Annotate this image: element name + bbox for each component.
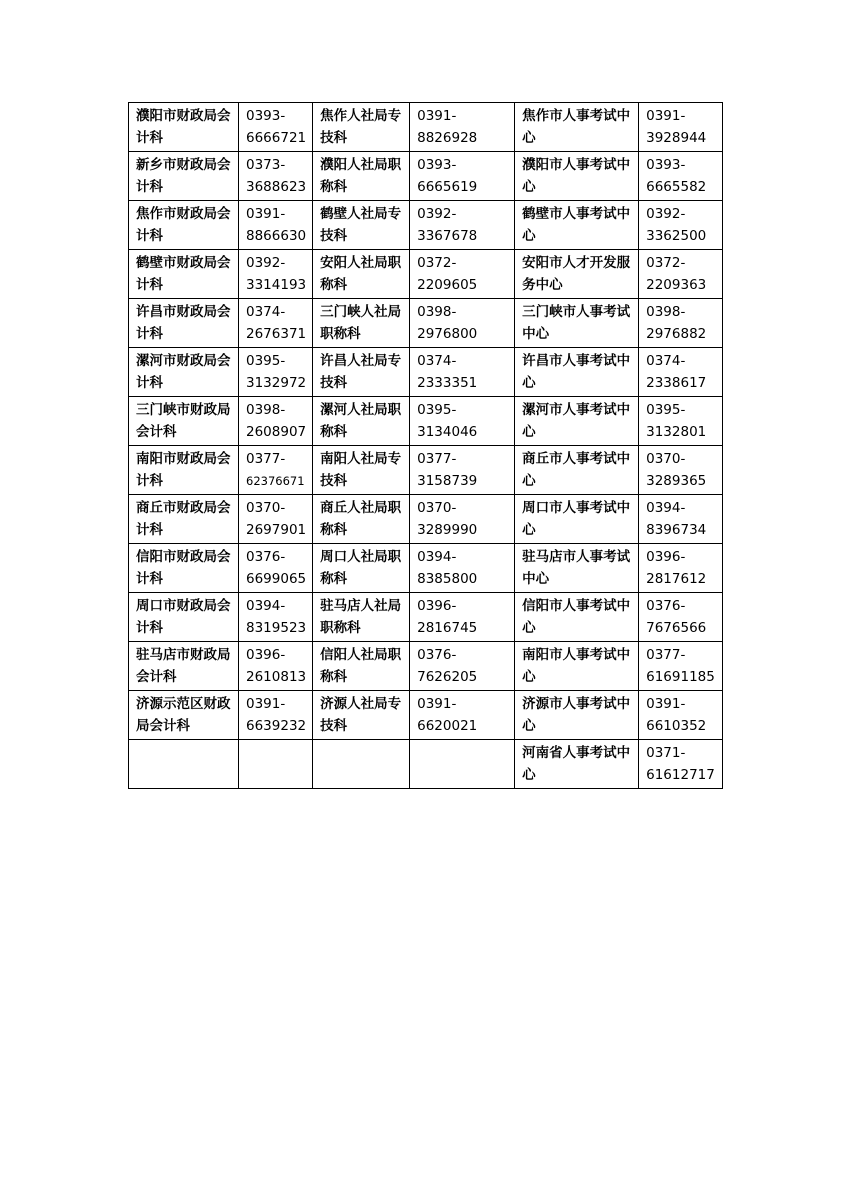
exam-org-name: 济源市人事考试中心 [515, 691, 639, 740]
table-row [129, 103, 723, 152]
exam-phone [639, 642, 723, 691]
exam-org-name: 河南省人事考试中心 [515, 740, 639, 789]
phone-number: 2610813 [246, 669, 307, 685]
area-code: 0391- [246, 206, 286, 222]
table-row [129, 201, 723, 250]
area-code: 0371- [646, 745, 686, 761]
phone-number: 3158739 [417, 473, 478, 489]
hrss-org-name: 信阳人社局职称科 [313, 642, 410, 691]
phone-number: 6699065 [246, 571, 307, 587]
hrss-org-name: 焦作人社局专技科 [313, 103, 410, 152]
phone-number: 2697901 [246, 522, 307, 538]
phone-number: 2338617 [646, 375, 707, 391]
finance-org-name: 焦作市财政局会计科 [129, 201, 239, 250]
exam-org-name: 焦作市人事考试中心 [515, 103, 639, 152]
hrss-org-name: 安阳人社局职称科 [313, 250, 410, 299]
finance-phone [239, 397, 313, 446]
finance-phone [239, 691, 313, 740]
exam-org-name: 商丘市人事考试中心 [515, 446, 639, 495]
hrss-org-name: 三门峡人社局职称科 [313, 299, 410, 348]
phone-number: 62376671 [246, 474, 305, 488]
area-code: 0374- [646, 353, 686, 369]
area-code: 0395- [246, 353, 286, 369]
table-row [129, 152, 723, 201]
finance-org-name: 许昌市财政局会计科 [129, 299, 239, 348]
exam-phone [639, 397, 723, 446]
exam-phone [639, 348, 723, 397]
finance-org-name: 三门峡市财政局会计科 [129, 397, 239, 446]
area-code: 0394- [246, 598, 286, 614]
finance-org-name: 周口市财政局会计科 [129, 593, 239, 642]
exam-phone [639, 299, 723, 348]
contacts-table [128, 102, 723, 789]
finance-phone [239, 544, 313, 593]
contacts-table-body [129, 103, 723, 789]
exam-org-name: 许昌市人事考试中心 [515, 348, 639, 397]
table-row [129, 691, 723, 740]
finance-org-name: 濮阳市财政局会计科 [129, 103, 239, 152]
hrss-phone [410, 299, 515, 348]
phone-number: 8866630 [246, 228, 307, 244]
area-code: 0398- [246, 402, 286, 418]
finance-org-name: 漯河市财政局会计科 [129, 348, 239, 397]
table-row [129, 544, 723, 593]
hrss-phone [410, 103, 515, 152]
finance-phone [239, 446, 313, 495]
phone-number: 61612717 [646, 767, 715, 783]
hrss-org-name [313, 740, 410, 789]
hrss-phone [410, 446, 515, 495]
area-code: 0370- [246, 500, 286, 516]
phone-number: 61691185 [646, 669, 715, 685]
area-code: 0393- [417, 157, 457, 173]
area-code: 0392- [646, 206, 686, 222]
area-code: 0396- [246, 647, 286, 663]
phone-number: 7626205 [417, 669, 478, 685]
phone-number: 3367678 [417, 228, 478, 244]
phone-number: 3134046 [417, 424, 478, 440]
phone-number: 3289990 [417, 522, 478, 538]
hrss-org-name: 漯河人社局职称科 [313, 397, 410, 446]
phone-number: 2209605 [417, 277, 478, 293]
finance-phone [239, 299, 313, 348]
area-code: 0370- [417, 500, 457, 516]
table-row [129, 740, 723, 789]
table-row [129, 250, 723, 299]
area-code: 0391- [646, 696, 686, 712]
area-code: 0372- [417, 255, 457, 271]
phone-number: 8396734 [646, 522, 707, 538]
exam-phone [639, 691, 723, 740]
exam-phone [639, 152, 723, 201]
table-row [129, 642, 723, 691]
finance-org-name: 驻马店市财政局会计科 [129, 642, 239, 691]
exam-org-name: 鹤壁市人事考试中心 [515, 201, 639, 250]
area-code: 0372- [646, 255, 686, 271]
finance-phone [239, 642, 313, 691]
area-code: 0398- [417, 304, 457, 320]
area-code: 0391- [646, 108, 686, 124]
table-row [129, 495, 723, 544]
exam-phone [639, 593, 723, 642]
area-code: 0395- [646, 402, 686, 418]
phone-number: 2816745 [417, 620, 478, 636]
phone-number: 6639232 [246, 718, 307, 734]
finance-org-name [129, 740, 239, 789]
hrss-org-name: 商丘人社局职称科 [313, 495, 410, 544]
phone-number: 2976800 [417, 326, 478, 342]
table-row [129, 593, 723, 642]
area-code: 0374- [246, 304, 286, 320]
area-code: 0396- [646, 549, 686, 565]
phone-number: 6666721 [246, 130, 307, 146]
finance-phone [239, 250, 313, 299]
area-code: 0392- [246, 255, 286, 271]
hrss-phone [410, 348, 515, 397]
area-code: 0370- [646, 451, 686, 467]
area-code: 0393- [246, 108, 286, 124]
area-code: 0394- [646, 500, 686, 516]
hrss-org-name: 南阳人社局专技科 [313, 446, 410, 495]
finance-phone [239, 740, 313, 789]
exam-phone [639, 103, 723, 152]
area-code: 0398- [646, 304, 686, 320]
hrss-phone [410, 691, 515, 740]
exam-org-name: 濮阳市人事考试中心 [515, 152, 639, 201]
phone-number: 8319523 [246, 620, 307, 636]
area-code: 0376- [246, 549, 286, 565]
hrss-phone [410, 201, 515, 250]
finance-phone [239, 201, 313, 250]
phone-number: 6610352 [646, 718, 707, 734]
area-code: 0391- [417, 108, 457, 124]
phone-number: 2817612 [646, 571, 707, 587]
area-code: 0377- [646, 647, 686, 663]
hrss-org-name: 周口人社局职称科 [313, 544, 410, 593]
table-row [129, 397, 723, 446]
hrss-org-name: 许昌人社局专技科 [313, 348, 410, 397]
finance-phone [239, 593, 313, 642]
area-code: 0391- [246, 696, 286, 712]
phone-number: 2676371 [246, 326, 307, 342]
phone-number: 6620021 [417, 718, 478, 734]
exam-org-name: 三门峡市人事考试中心 [515, 299, 639, 348]
phone-number: 2209363 [646, 277, 707, 293]
hrss-phone [410, 152, 515, 201]
phone-number: 3132972 [246, 375, 307, 391]
hrss-org-name: 鹤壁人社局专技科 [313, 201, 410, 250]
area-code: 0374- [417, 353, 457, 369]
phone-number: 8826928 [417, 130, 478, 146]
hrss-phone [410, 593, 515, 642]
area-code: 0376- [417, 647, 457, 663]
area-code: 0373- [246, 157, 286, 173]
phone-number: 3132801 [646, 424, 707, 440]
finance-org-name: 南阳市财政局会计科 [129, 446, 239, 495]
hrss-phone [410, 740, 515, 789]
finance-org-name: 商丘市财政局会计科 [129, 495, 239, 544]
exam-phone [639, 250, 723, 299]
phone-number: 3928944 [646, 130, 707, 146]
finance-phone [239, 152, 313, 201]
phone-number: 3314193 [246, 277, 307, 293]
hrss-phone [410, 642, 515, 691]
finance-phone [239, 495, 313, 544]
finance-phone [239, 348, 313, 397]
phone-number: 7676566 [646, 620, 707, 636]
exam-org-name: 驻马店市人事考试中心 [515, 544, 639, 593]
exam-org-name: 安阳市人才开发服务中心 [515, 250, 639, 299]
finance-org-name: 新乡市财政局会计科 [129, 152, 239, 201]
hrss-org-name: 濮阳人社局职称科 [313, 152, 410, 201]
hrss-org-name: 济源人社局专技科 [313, 691, 410, 740]
finance-org-name: 济源示范区财政局会计科 [129, 691, 239, 740]
exam-phone [639, 495, 723, 544]
hrss-org-name: 驻马店人社局职称科 [313, 593, 410, 642]
exam-org-name: 信阳市人事考试中心 [515, 593, 639, 642]
table-row [129, 348, 723, 397]
table-row [129, 299, 723, 348]
area-code: 0394- [417, 549, 457, 565]
phone-number: 8385800 [417, 571, 478, 587]
area-code: 0393- [646, 157, 686, 173]
exam-org-name: 漯河市人事考试中心 [515, 397, 639, 446]
exam-phone [639, 446, 723, 495]
phone-number: 2608907 [246, 424, 307, 440]
phone-number: 3289365 [646, 473, 707, 489]
hrss-phone [410, 544, 515, 593]
area-code: 0392- [417, 206, 457, 222]
phone-number: 2976882 [646, 326, 707, 342]
phone-number: 3362500 [646, 228, 707, 244]
area-code: 0377- [246, 451, 286, 467]
area-code: 0377- [417, 451, 457, 467]
area-code: 0396- [417, 598, 457, 614]
exam-phone [639, 201, 723, 250]
area-code: 0376- [646, 598, 686, 614]
phone-number: 2333351 [417, 375, 478, 391]
exam-org-name: 周口市人事考试中心 [515, 495, 639, 544]
exam-phone [639, 740, 723, 789]
area-code: 0395- [417, 402, 457, 418]
finance-phone [239, 103, 313, 152]
finance-org-name: 信阳市财政局会计科 [129, 544, 239, 593]
exam-org-name: 南阳市人事考试中心 [515, 642, 639, 691]
exam-phone [639, 544, 723, 593]
table-row [129, 446, 723, 495]
hrss-phone [410, 250, 515, 299]
hrss-phone [410, 397, 515, 446]
phone-number: 6665619 [417, 179, 478, 195]
phone-number: 3688623 [246, 179, 307, 195]
finance-org-name: 鹤壁市财政局会计科 [129, 250, 239, 299]
area-code: 0391- [417, 696, 457, 712]
phone-number: 6665582 [646, 179, 707, 195]
hrss-phone [410, 495, 515, 544]
